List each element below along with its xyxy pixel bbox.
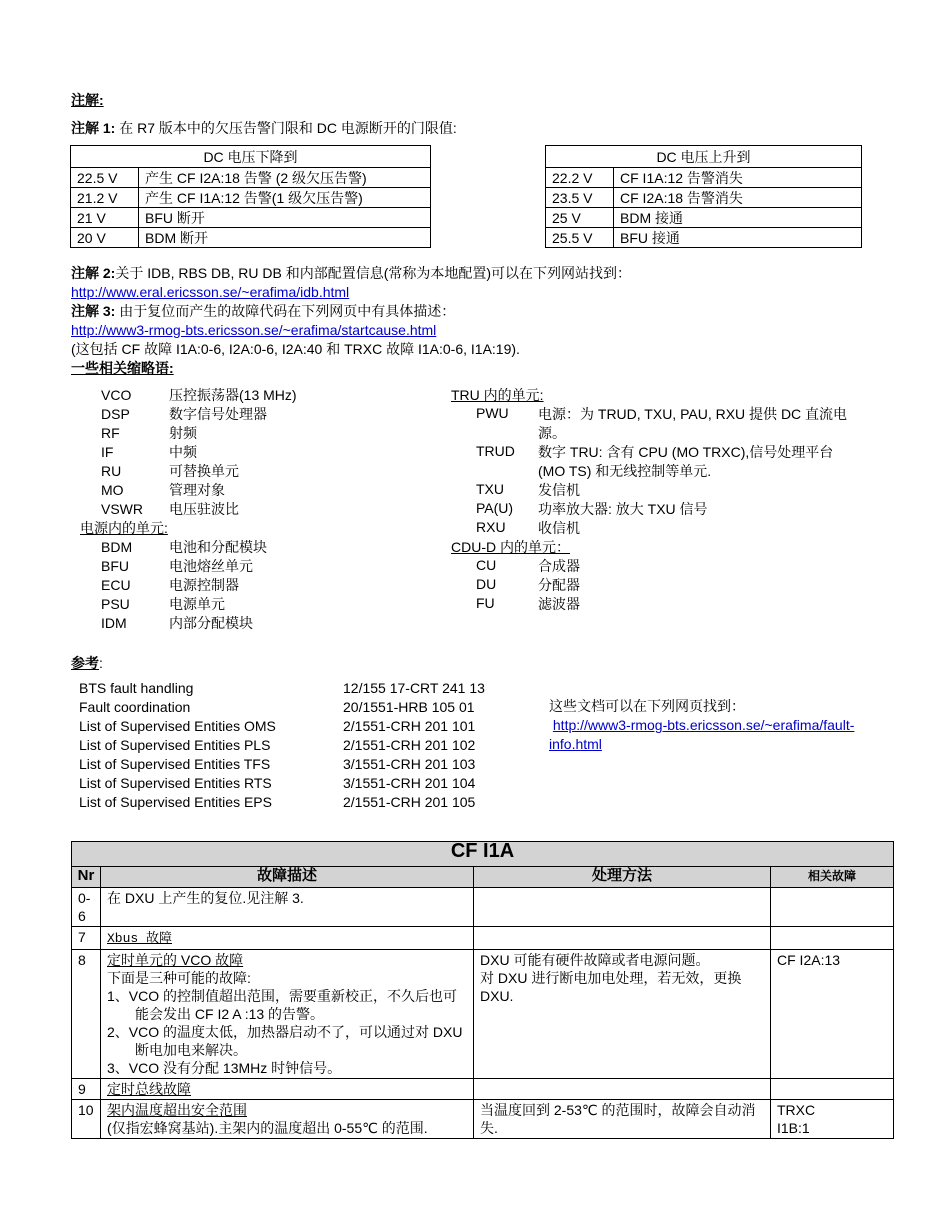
voltage-desc: BFU 接通 xyxy=(614,228,862,248)
cdu-heading: CDU-D 内的单元： xyxy=(451,539,570,555)
list-item: TXU 发信机 xyxy=(476,481,580,498)
list-item: List of Supervised Entities TFS 3/1551-CRH 201 103 xyxy=(79,756,476,772)
refs-found xyxy=(549,697,909,754)
voltage-down-header: DC 电压下降到 xyxy=(71,146,431,168)
fault-table xyxy=(71,841,894,1139)
list-item: DSP 数字信号处理器 xyxy=(101,406,267,422)
note2-label: 注解 2: xyxy=(71,265,116,281)
voltage-desc: 产生 CF I2A:18 告警 (2 级欠压告警) xyxy=(139,168,431,188)
fault-info-link[interactable]: http://www3-rmog-bts.ericsson.se/~erafima/fault- xyxy=(552,717,855,733)
idb-link[interactable]: http://www.eral.ericsson.se/~erafima/idb.html xyxy=(71,284,350,300)
abbrev-tru-list xyxy=(476,405,866,538)
fault-table-title: CF I1A xyxy=(72,842,894,867)
list-item: ECU 电源控制器 xyxy=(101,577,239,593)
voltage-desc: BDM 断开 xyxy=(139,228,431,248)
list-item: TRUD 数字 TRU: 含有 CPU (MO TRXC),信号处理平台(MO TS) 和无线控制等单元. xyxy=(476,443,834,479)
list-item: IF 中频 xyxy=(101,444,197,460)
list-item: List of Supervised Entities PLS 2/1551-CRH 201 102 xyxy=(79,737,476,753)
note3-label: 注解 3: xyxy=(71,303,116,319)
note2 xyxy=(71,264,891,283)
note3-extra: (这包括 CF 故障 I1A:0-6, I2A:0-6, I2A:40 和 TRXC 故障 I1A:0-6, I1A:19). xyxy=(71,341,520,357)
list-item: Fault coordination 20/1551-HRB 105 01 xyxy=(79,699,475,715)
list-item: MO 管理对象 xyxy=(101,482,225,498)
note1-label: 注解 1: xyxy=(71,120,116,136)
voltage-up-table xyxy=(545,145,862,248)
note1 xyxy=(71,118,457,138)
list-item: BDM 电池和分配模块 xyxy=(101,539,267,555)
table-row: 7 Xbus 故障 xyxy=(72,927,894,950)
list-item: FU 滤波器 xyxy=(476,595,580,612)
voltage-value: 20 V xyxy=(71,228,139,248)
list-item: BTS fault handling 12/155 17-CRT 241 13 xyxy=(79,680,485,696)
col-header-related: 相关故障 xyxy=(771,867,894,888)
note3 xyxy=(71,302,891,321)
list-item: RF 射频 xyxy=(101,425,197,441)
list-item: PSU 电源单元 xyxy=(101,596,225,612)
list-item: VSWR 电压驻波比 xyxy=(101,501,239,517)
list-item: PA(U) 功率放大器: 放大 TXU 信号 xyxy=(476,500,708,517)
list-item: RXU 收信机 xyxy=(476,519,580,536)
refs-list xyxy=(79,679,539,812)
note2-text: 关于 IDB, RBS DB, RU DB 和内部配置信息(常称为本地配置)可以在下列网站找到： xyxy=(115,265,632,281)
note3-text: 由于复位而产生的故障代码在下列网页中有具体描述： xyxy=(115,303,456,319)
refs-heading-row xyxy=(71,653,103,673)
fault-title: 定时单元的 VCO 故障 xyxy=(107,952,244,968)
col-header-action: 处理方法 xyxy=(474,867,771,888)
notes-2-3 xyxy=(71,264,891,378)
voltage-value: 23.5 V xyxy=(546,188,614,208)
power-heading: 电源内的单元: xyxy=(80,520,168,536)
table-row: 10 架内温度超出安全范围 (仅指宏蜂窝基站).主架内的温度超出 0-55℃ 的范围. 当温度回到 2-53℃ 的范围时，故障会自动消失. TRXC I1B:1 xyxy=(72,1100,894,1139)
abbrev-cdu-list xyxy=(476,557,866,614)
list-item: RU 可替换单元 xyxy=(101,463,239,479)
refs-colon: : xyxy=(99,655,103,671)
tru-heading: TRU 内的单元: xyxy=(451,387,544,403)
voltage-value: 21 V xyxy=(71,208,139,228)
voltage-desc: 产生 CF I1A:12 告警(1 级欠压告警) xyxy=(139,188,431,208)
voltage-desc: BDM 接通 xyxy=(614,208,862,228)
col-header-desc: 故障描述 xyxy=(101,867,474,888)
note1-text: 在 R7 版本中的欠压告警门限和 DC 电源断开的门限值: xyxy=(115,120,457,136)
voltage-desc: CF I2A:18 告警消失 xyxy=(614,188,862,208)
table-row: 8 定时单元的 VCO 故障 下面是三种可能的故障: 1、VCO 的控制值超出范围，需要重新校正，不久后也可能会发出 CF I2 A :13 的告警。 2、VCO 的温度太低，加热器启动不了，可以通过对 DXU 断电加电来解决。 3、VCO 没有分配 13MHz 时钟信号。 DXU 可能有硬件故障或者电源问题。 对 DXU 进行断电加电处理，若无效，更换 DXU. CF I2A:13 xyxy=(72,950,894,1079)
refs-heading: 参考 xyxy=(71,655,99,671)
voltage-desc: CF I1A:12 告警消失 xyxy=(614,168,862,188)
abbrev-power-list xyxy=(101,538,431,633)
list-item: List of Supervised Entities RTS 3/1551-CRH 201 104 xyxy=(79,775,476,791)
voltage-value: 22.2 V xyxy=(546,168,614,188)
voltage-value: 22.5 V xyxy=(71,168,139,188)
abbrev-general-list xyxy=(101,386,431,519)
list-item: DU 分配器 xyxy=(476,576,580,593)
voltage-down-table xyxy=(70,145,431,248)
list-item: List of Supervised Entities EPS 2/1551-CRH 201 105 xyxy=(79,794,476,810)
refs-found-text: 这些文档可以在下列网页找到： xyxy=(549,698,745,714)
list-item: PWU 电源：为 TRUD, TXU, PAU, RXU 提供 DC 直流电源。 xyxy=(476,405,848,441)
fault-info-link-cont[interactable]: info.html xyxy=(549,736,602,752)
fault-title: 架内温度超出安全范围 xyxy=(107,1102,247,1118)
list-item: VCO 压控振荡器(13 MHz) xyxy=(101,387,297,403)
voltage-value: 25.5 V xyxy=(546,228,614,248)
notes-heading: 注解: xyxy=(71,92,104,108)
list-item: IDM 内部分配模块 xyxy=(101,615,253,631)
startcause-link[interactable]: http://www3-rmog-bts.ericsson.se/~erafima/startcause.html xyxy=(71,322,437,338)
list-item: CU 合成器 xyxy=(476,557,580,574)
voltage-desc: BFU 断开 xyxy=(139,208,431,228)
list-item: List of Supervised Entities OMS 2/1551-CRH 201 101 xyxy=(79,718,476,734)
table-row: 9 定时总线故障 xyxy=(72,1079,894,1100)
list-item: BFU 电池熔丝单元 xyxy=(101,558,253,574)
col-header-nr: Nr xyxy=(72,867,101,888)
voltage-up-header: DC 电压上升到 xyxy=(546,146,862,168)
table-row: 0-6 在 DXU 上产生的复位.见注解 3. xyxy=(72,888,894,927)
voltage-value: 21.2 V xyxy=(71,188,139,208)
abbrev-heading: 一些相关缩略语: xyxy=(71,360,174,376)
voltage-value: 25 V xyxy=(546,208,614,228)
